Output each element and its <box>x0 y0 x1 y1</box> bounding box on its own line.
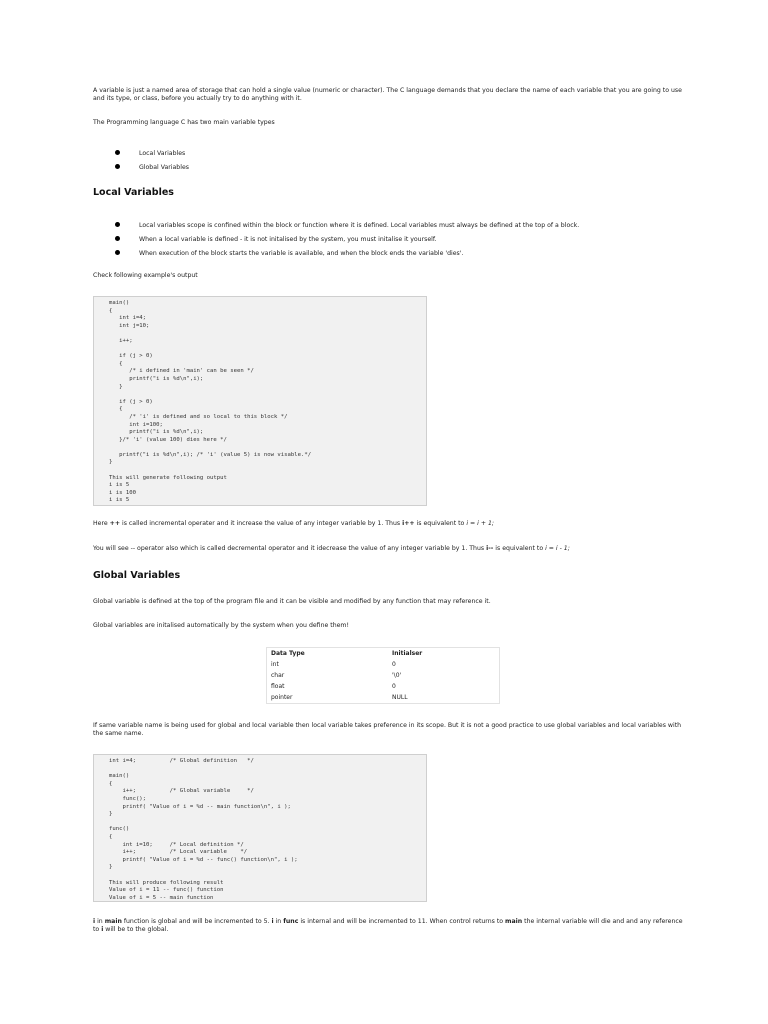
bullet-icon <box>115 150 120 155</box>
types-intro: The Programming language C has two main variable types <box>93 119 275 126</box>
bullet-icon <box>115 250 120 255</box>
global-paragraph-3: If same variable name is being used for global and local variable then local variable takes preference in its scope. But it is not a good practice to use global variables and local variables with the same name. <box>93 722 682 737</box>
bullet-icon <box>115 164 120 169</box>
types-list <box>115 149 189 177</box>
list-item: When execution of the block starts the variable is available, and when the block ends the variable 'dies'. <box>115 249 579 263</box>
table-row: pointer NULL <box>271 693 408 701</box>
table-row: char '\0' <box>271 671 402 679</box>
list-item: Local variables scope is confined within the block or function where it is defined. Local variables must always be defined at the top of a block. <box>115 221 579 235</box>
table-row: int 0 <box>271 660 396 668</box>
global-code-block: int i=4; /* Global definition */ main() { i++; /* Global variable */ func(); printf( "Value of i = %d -- main function\n", i ); } func() { int i=10; /* Local definition */ i++; /* Local variable */ printf( "Value of i = %d -- func() function\n", i ); } This will produce following result Value of i = 11 -- func() function Value of i = 5 -- main function <box>93 754 427 902</box>
global-paragraph-2: Global variables are initalised automatically by the system when you define them! <box>93 622 349 629</box>
list-item: Global Variables <box>115 163 189 177</box>
local-bullets <box>115 221 579 263</box>
table-row: float 0 <box>271 682 396 690</box>
increment-paragraph: Here ++ is called incremental operater and it increase the value of any integer variable by 1. Thus i++ is equivalent to i = i + 1; <box>93 520 495 527</box>
initialiser-table <box>266 647 500 704</box>
bullet-icon <box>115 222 120 227</box>
global-paragraph-1: Global variable is defined at the top of the program file and it can be visible and modified by any function that may reference it. <box>93 598 491 605</box>
list-item: When a local variable is defined - it is not initalised by the system, you must initalise it yourself. <box>115 235 579 249</box>
column-header: Data Type <box>271 649 305 657</box>
intro-paragraph: A variable is just a named area of storage that can hold a single value (numeric or character). The C language demands that you declare the name of each variable that you are going to use and its type, or class, before you actually try to do anything with it. <box>93 87 682 102</box>
final-paragraph: i in main function is global and will be incremented to 5. i in func is internal and will be incremented to 11. When control returns to main the internal variable will die and and any reference to i will be to the global. <box>93 918 683 933</box>
local-variables-heading: Local Variables <box>93 187 174 198</box>
bullet-icon <box>115 236 120 241</box>
local-code-block: main() { int i=4; int j=10; i++; if (j > 0) { /* i defined in 'main' can be seen */ printf("i is %d\n",i); } if (j > 0) { /* 'i' is defined and so local to this block */ int i=100; printf("i is %d\n",i); }/* 'i' (value 100) dies here */ printf("i is %d\n",i); /* 'i' (value 5) is now visable.*/ } This will generate following output i is 5 i is 100 i is 5 <box>93 296 427 506</box>
column-header: Initialser <box>392 649 423 657</box>
check-output-text: Check following example's output <box>93 272 198 279</box>
list-item: Local Variables <box>115 149 189 163</box>
global-variables-heading: Global Variables <box>93 570 181 581</box>
decrement-paragraph: You will see -- operator also which is called decremental operator and it idecrease the value of any integer variable by 1. Thus i-- is equivalent to i = i - 1; <box>93 545 570 552</box>
table-header-row <box>267 648 500 660</box>
